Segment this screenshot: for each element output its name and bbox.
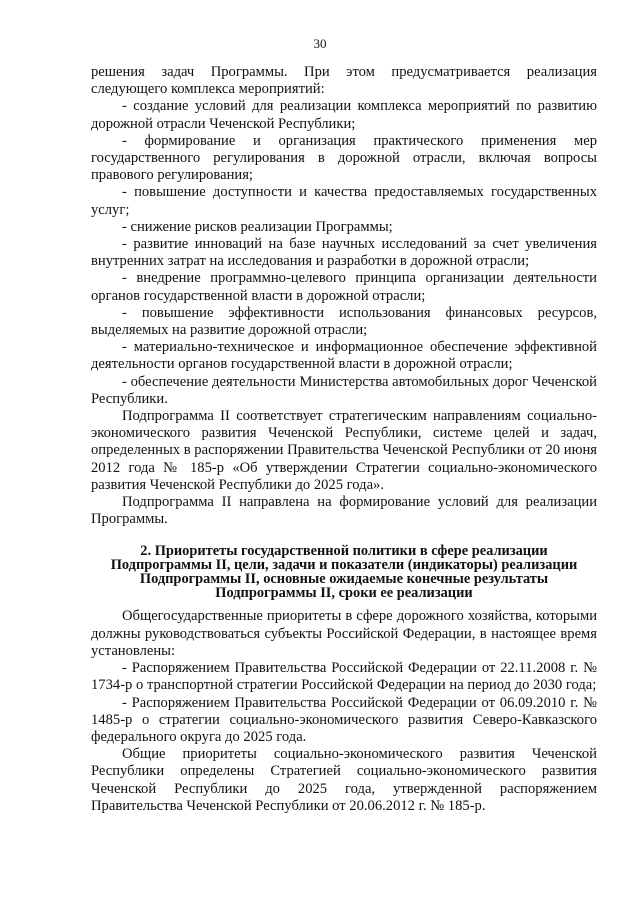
list-item: - повышение доступности и качества предоставляемых государственных услуг; bbox=[91, 184, 597, 218]
list-item: - создание условий для реализации комплекса мероприятий по развитию дорожной отрасли Чеченской Республики; bbox=[91, 98, 597, 132]
list-item: - Распоряжением Правительства Российской Федерации от 06.09.2010 г. № 1485-р о стратегии социально-экономического развития Северо-Кавказского федерального округа до 2025 года. bbox=[91, 694, 597, 745]
document-body bbox=[91, 64, 597, 815]
paragraph-general-priorities: Общие приоритеты социально-экономического развития Чеченской Республики определены Стратегией социально-экономического развития Чеченской Республики до 2025 года, утвержденной распоряжением Правительства Чеченской Республики от 20.06.2012 г. № 185-р. bbox=[91, 746, 597, 814]
list-item: - повышение эффективности использования финансовых ресурсов, выделяемых на развитие дорожной отрасли; bbox=[91, 304, 597, 339]
paragraph-direction: Подпрограмма II направлена на формирование условий для реализации Программы. bbox=[91, 494, 597, 528]
heading-line: Подпрограммы II, цели, задачи и показатели (индикаторы) реализации bbox=[110, 557, 578, 574]
list-item: - материально-техническое и информационное обеспечение эффективной деятельности органов государственной власти в дорожной отрасли; bbox=[91, 339, 597, 373]
paragraph-priorities: Общегосударственные приоритеты в сфере дорожного хозяйства, которыми должны руководствоваться субъекты Российской Федерации, в настоящее время установлены: bbox=[91, 608, 597, 659]
section-heading bbox=[91, 544, 597, 600]
list-item: - обеспечение деятельности Министерства автомобильных дорог Чеченской Республики. bbox=[91, 373, 597, 407]
list-item: - формирование и организация практического применения мер государственного регулирования в дорожной отрасли, включая вопросы правового регулирования; bbox=[91, 132, 597, 184]
heading-line: 2. Приоритеты государственной политики в сфере реализации bbox=[140, 543, 548, 560]
list-item: - внедрение программно-целевого принципа организации деятельности органов государственной власти в дорожной отрасли; bbox=[91, 270, 597, 304]
heading-line: Подпрограммы II, основные ожидаемые конечные результаты bbox=[139, 571, 549, 588]
page-number: 30 bbox=[313, 36, 327, 51]
list-item: - Распоряжением Правительства Российской Федерации от 22.11.2008 г. № 1734-р о транспортной стратегии Российской Федерации на период до 2030 года; bbox=[91, 660, 597, 694]
list-item: - развитие инноваций на базе научных исследований за счет увеличения внутренних затрат на исследования и разработки в дорожной отрасли; bbox=[91, 236, 597, 270]
list-item: - снижение рисков реализации Программы; bbox=[122, 218, 393, 235]
paragraph-intro: решения задач Программы. При этом предусматривается реализация следующего комплекса мероприятий: bbox=[91, 64, 597, 98]
heading-line: Подпрограммы II, сроки ее реализации bbox=[215, 585, 473, 602]
paragraph-strategy: Подпрограмма II соответствует стратегическим направлениям социально-экономического развития Чеченской Республики, системе целей и задач, определенных в распоряжении Правительства Чеченской Республики от 20 июня 2012 года № 185-р «Об утверждении Стратегии социально-экономического развития Чеченской Республики до 2025 года». bbox=[91, 408, 597, 493]
